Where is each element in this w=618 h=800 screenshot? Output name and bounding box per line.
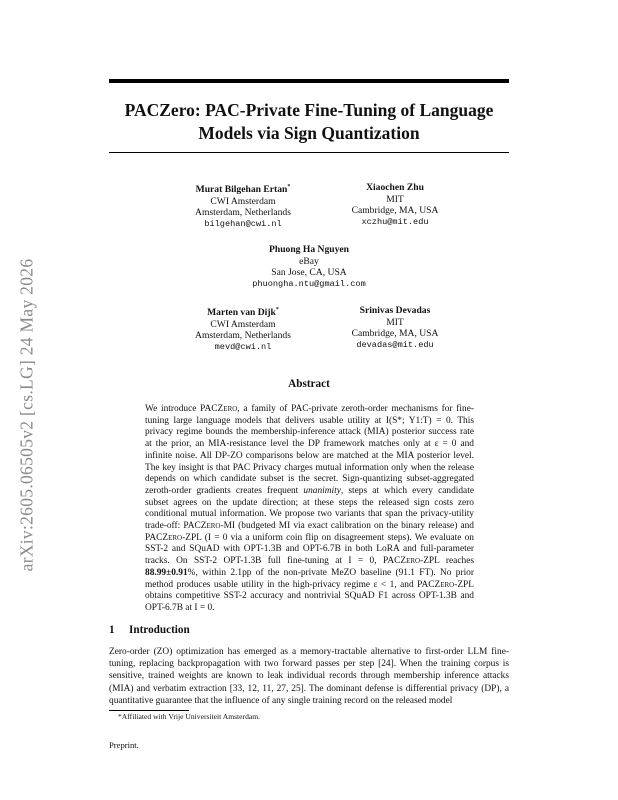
- section-number: 1: [109, 624, 115, 636]
- author-block-4: [168, 305, 318, 354]
- arxiv-stamp-text: arXiv:2605.06505v2 [cs.LG] 24 May 2026: [16, 258, 37, 572]
- author-affiliation: eBay: [299, 255, 319, 267]
- title-top-rule: [109, 79, 509, 83]
- introduction-paragraph: Zero-order (ZO) optimization has emerged as a memory-tractable alternative to first-order LLM fine-tuning, replacing backpropagation with two forward passes per step [24]. When the training corpus is sensitive, trained weights are known to leak individual records through membership inference attacks (MIA) and verbatim extraction [33, 12, 11, 27, 25]. The dominant defense is differential privacy (DP), a quantitative guarantee that the influence of any single training record on the released model: [109, 647, 509, 706]
- author-email[interactable]: xczhu@mit.edu: [361, 216, 429, 227]
- abstract-body: We introduce PACZero, a family of PAC-private zeroth-order mechanisms for fine-tuning large language models that delivers usable utility at I(S*; Y1:T) = 0. This privacy regime bounds the membership-inference attack (MIA) posterior success rate at the prior, an MIA-resistance level the DP framework matches only at ε = 0 and infinite noise. All DP-ZO comparisons below are matched at the MIA posterior level. The key insight is that PAC Privacy charges mutual information only when the release depends on which candidate subset is the secret. Sign-quantizing subset-aggregated zeroth-order gradients creates frequent unanimity, steps at which every candidate subset agrees on the update direction; at these steps the released sign costs zero conditional mutual information. We propose two variants that span the privacy-utility trade-off: PACZero-MI (budgeted MI via exact calibration on the binary release) and PACZero-ZPL (I = 0 via a uniform coin flip on disagreement steps). We evaluate on SST-2 and SQuAD with OPT-1.3B and OPT-6.7B in both LoRA and full-parameter tracks. On SST-2 OPT-1.3B full fine-tuning at I = 0, PACZero-ZPL reaches 88.99±0.91%, within 2.1pp of the non-private MeZO baseline (91.1 FT). No prior method produces usable utility in the high-privacy regime ε < 1, and PACZero-ZPL obtains competitive SST-2 accuracy and nontrivial SQuAD F1 across OPT-1.3B and OPT-6.7B at I = 0.: [145, 404, 475, 613]
- author-name: Phuong Ha Nguyen: [269, 244, 349, 255]
- author-name: Srinivas Devadas: [359, 305, 431, 316]
- author-block-5: [320, 305, 470, 351]
- author-block-2: [320, 182, 470, 228]
- author-location: Amsterdam, Netherlands: [195, 207, 291, 219]
- abstract-heading: Abstract: [288, 378, 330, 390]
- author-email[interactable]: devadas@mit.edu: [356, 339, 434, 350]
- section-heading-introduction: [109, 624, 190, 636]
- author-affiliation: CWI Amsterdam: [210, 318, 276, 330]
- paper-title: [109, 99, 509, 145]
- author-affiliation: MIT: [386, 193, 404, 205]
- author-name: Marten van Dijk*: [207, 307, 279, 319]
- author-location: Cambridge, MA, USA: [351, 328, 439, 340]
- author-email[interactable]: mevd@cwi.nl: [214, 341, 272, 352]
- author-email[interactable]: bilgehan@cwi.nl: [204, 218, 282, 229]
- title-line-1: PACZero: PAC-Private Fine-Tuning of Language: [124, 100, 494, 120]
- arxiv-stamp: [4, 225, 50, 605]
- author-location: San Jose, CA, USA: [271, 267, 347, 279]
- author-name: Murat Bilgehan Ertan*: [195, 184, 291, 196]
- author-email[interactable]: phuongha.ntu@gmail.com: [252, 278, 366, 289]
- author-name: Xiaochen Zhu: [366, 182, 424, 193]
- preprint-label: Preprint.: [109, 740, 139, 750]
- author-affiliation: MIT: [386, 316, 404, 328]
- title-line-2: Models via Sign Quantization: [198, 123, 420, 143]
- author-block-1: [168, 182, 318, 231]
- footnote: *Affiliated with Vrije Universiteit Amsterdam.: [118, 712, 261, 721]
- author-affiliation: CWI Amsterdam: [210, 195, 276, 207]
- author-location: Amsterdam, Netherlands: [195, 330, 291, 342]
- section-title: Introduction: [129, 624, 190, 636]
- title-bottom-rule: [109, 152, 509, 153]
- author-block-3: [209, 244, 409, 290]
- author-location: Cambridge, MA, USA: [351, 205, 439, 217]
- footnote-rule: [109, 710, 189, 711]
